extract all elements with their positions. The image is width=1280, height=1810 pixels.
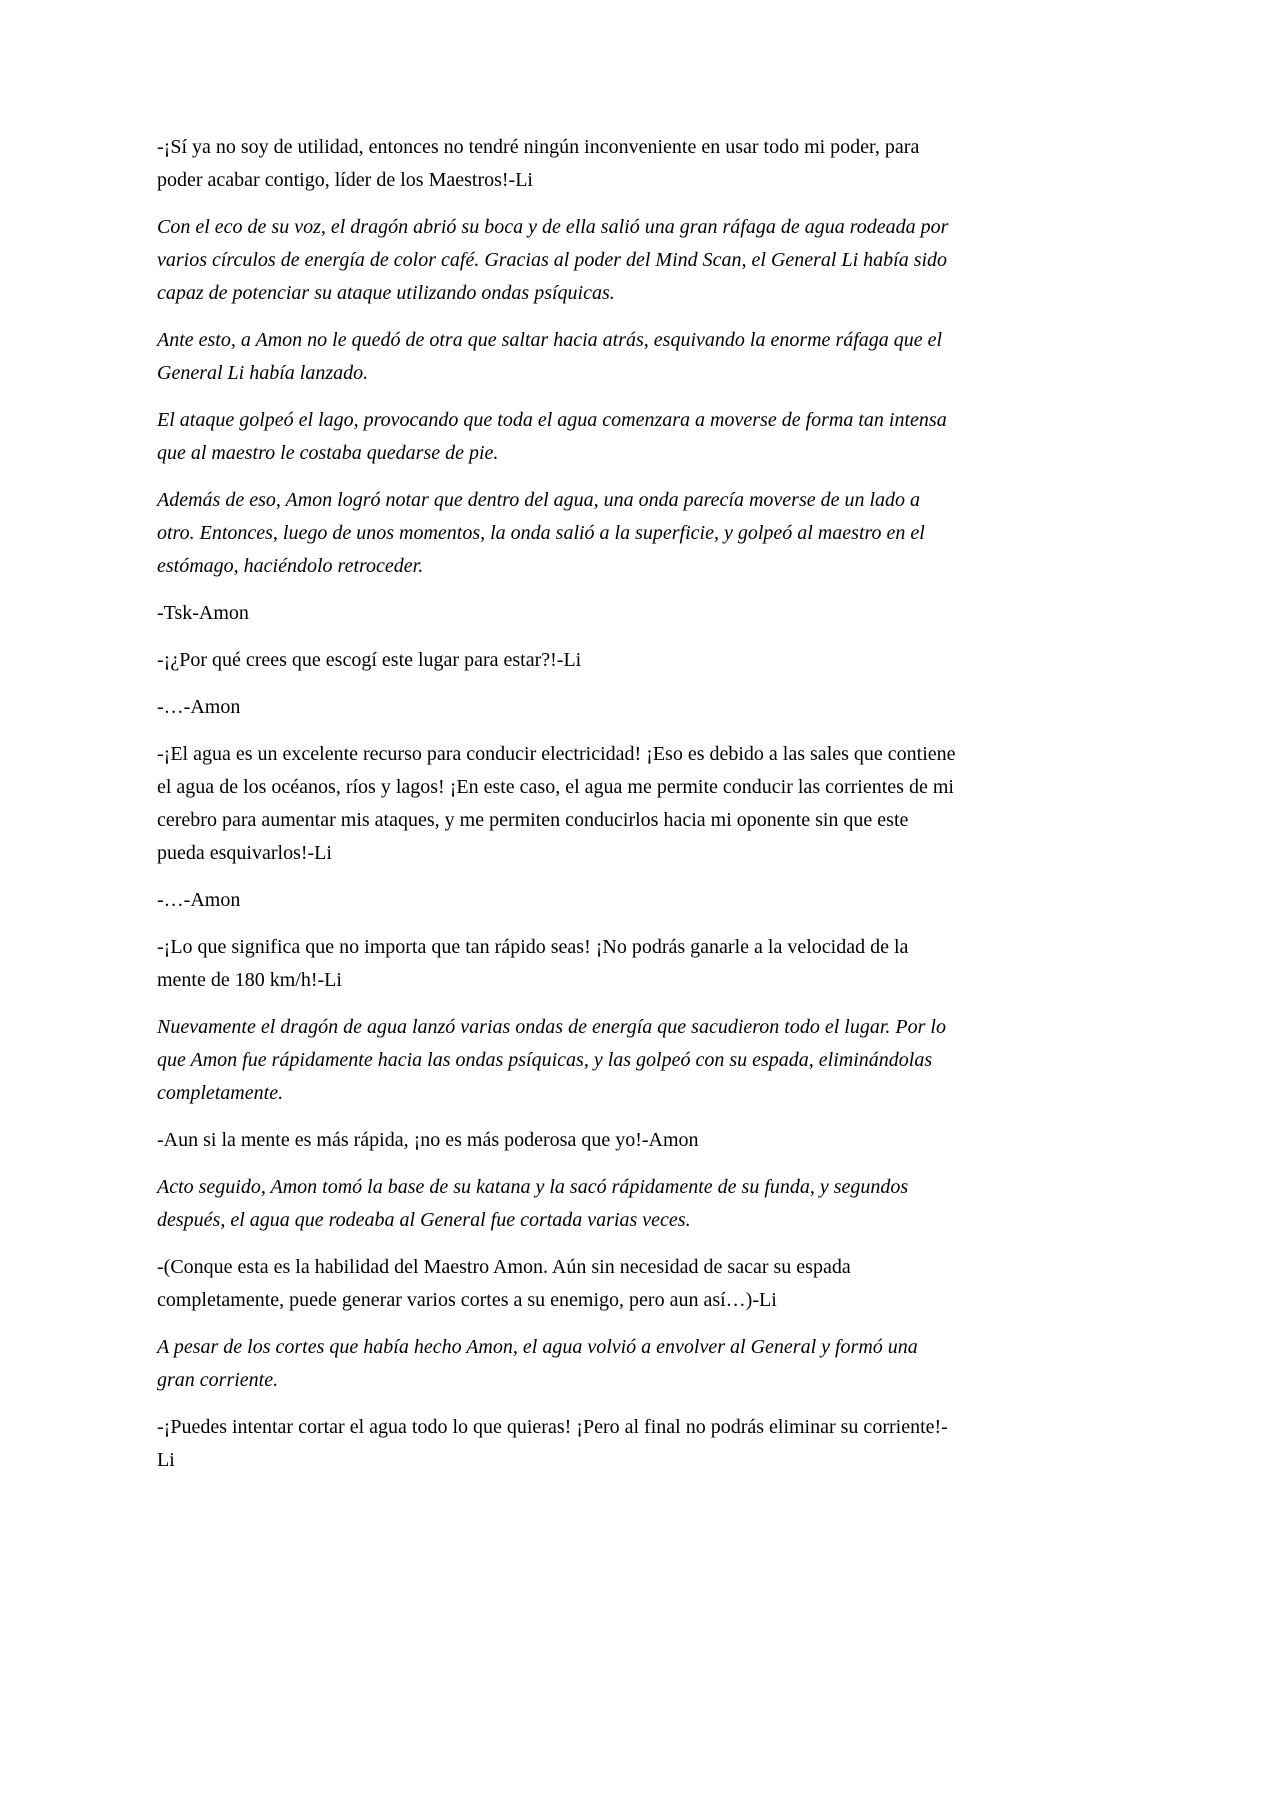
paragraph: Con el eco de su voz, el dragón abrió su boca y de ella salió una gran ráfaga de agua rodeada por varios círculos de energía de color café. Gracias al poder del Mind Scan, el General Li había sido capaz de potenciar su ataque utilizando ondas psíquicas. (157, 216, 949, 304)
paragraph: A pesar de los cortes que había hecho Amon, el agua volvió a envolver al General y formó una gran corriente. (157, 1336, 918, 1391)
paragraph: -Tsk-Amon (157, 602, 249, 624)
paragraph: Nuevamente el dragón de agua lanzó varias ondas de energía que sacudieron todo el lugar. Por lo que Amon fue rápidamente hacia las ondas psíquicas, y las golpeó con su espada, eliminándolas completamente. (157, 1016, 946, 1104)
paragraph: El ataque golpeó el lago, provocando que toda el agua comenzara a moverse de forma tan intensa que al maestro le costaba quedarse de pie. (157, 409, 947, 464)
paragraph: -¡Lo que significa que no importa que tan rápido seas! ¡No podrás ganarle a la velocidad de la mente de 180 km/h!-Li (157, 936, 909, 991)
paragraph: Acto seguido, Amon tomó la base de su katana y la sacó rápidamente de su funda, y segundos después, el agua que rodeaba al General fue cortada varias veces. (157, 1176, 909, 1231)
paragraph: -(Conque esta es la habilidad del Maestro Amon. Aún sin necesidad de sacar su espada completamente, puede generar varios cortes a su enemigo, pero aun así…)-Li (157, 1256, 851, 1311)
paragraph: -¡¿Por qué crees que escogí este lugar para estar?!-Li (157, 649, 582, 671)
paragraph: -¡Sí ya no soy de utilidad, entonces no tendré ningún inconveniente en usar todo mi poder, para poder acabar contigo, líder de los Maestros!-Li (157, 136, 920, 191)
paragraphs-container (157, 131, 958, 1477)
paragraph: -…-Amon (157, 696, 241, 718)
paragraph: -¡Puedes intentar cortar el agua todo lo que quieras! ¡Pero al final no podrás eliminar su corriente!-Li (157, 1416, 948, 1471)
paragraph: -¡El agua es un excelente recurso para conducir electricidad! ¡Eso es debido a las sales que contiene el agua de los océanos, ríos y lagos! ¡En este caso, el agua me permite conducir las corrientes de mi cerebro para aumentar mis ataques, y me permiten conducirlos hacia mi oponente sin que este pueda esquivarlos!-Li (157, 743, 956, 864)
paragraph: -…-Amon (157, 889, 241, 911)
paragraph: -Aun si la mente es más rápida, ¡no es más poderosa que yo!-Amon (157, 1129, 699, 1151)
paragraph: Además de eso, Amon logró notar que dentro del agua, una onda parecía moverse de un lado a otro. Entonces, luego de unos momentos, la onda salió a la superficie, y golpeó al maestro en el estómago, haciéndolo retroceder. (157, 489, 925, 577)
paragraph: Ante esto, a Amon no le quedó de otra que saltar hacia atrás, esquivando la enorme ráfaga que el General Li había lanzado. (157, 329, 943, 384)
